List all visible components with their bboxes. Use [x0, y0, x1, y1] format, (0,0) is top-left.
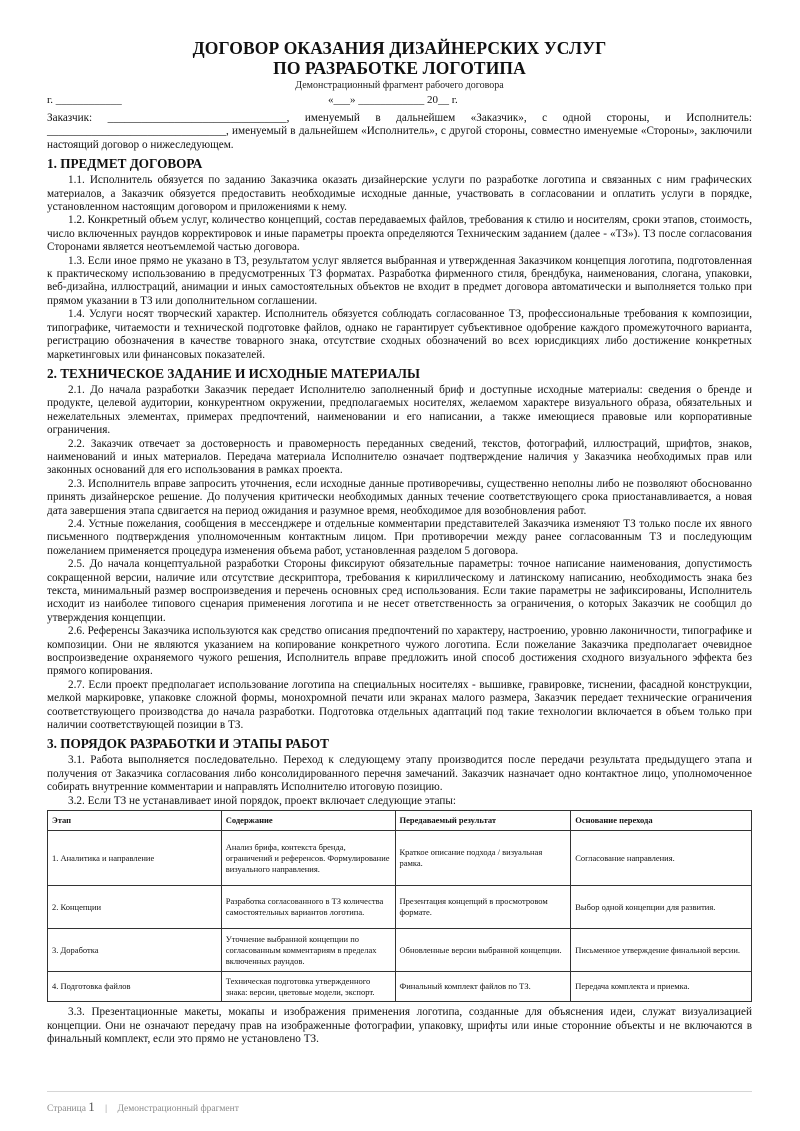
footer-note: Демонстрационный фрагмент: [117, 1104, 239, 1114]
document-subtitle: Демонстрационный фрагмент рабочего договора: [295, 80, 504, 91]
table-cell: Анализ брифа, контекста бренда, ограничений и референсов. Формулирование визуального направления.: [221, 831, 395, 886]
clause-1-2: 1.2. Конкретный объем услуг, количество концепций, состав передаваемых файлов, требования к стилю и носителям, сроки этапов, стоимость, число включенных раундов корректировок и иные параметры проекта определяются Техническим заданием (далее - «ТЗ»). ТЗ после согласования Сторонами является неотъемлемой частью договора.: [47, 214, 752, 254]
document-title: [47, 38, 752, 78]
page-footer: [47, 1091, 752, 1116]
table-row: [48, 886, 752, 929]
table-cell: Согласование направления.: [571, 831, 752, 886]
table-cell: 2. Концепции: [48, 886, 222, 929]
table-cell: Краткое описание подхода / визуальная рамка.: [395, 831, 571, 886]
stages-table: [47, 810, 752, 1002]
section-3-heading: 3. ПОРЯДОК РАЗРАБОТКИ И ЭТАПЫ РАБОТ: [47, 736, 329, 752]
document-body: [47, 38, 752, 1046]
table-cell: 1. Аналитика и направление: [48, 831, 222, 886]
footer-separator: |: [105, 1104, 108, 1114]
table-cell: Финальный комплект файлов по ТЗ.: [395, 972, 571, 1002]
section-1-heading: 1. ПРЕДМЕТ ДОГОВОРА: [47, 156, 203, 172]
clause-2-2: 2.2. Заказчик отвечает за достоверность и правомерность переданных сведений, текстов, фотографий, иллюстраций, шрифтов, знаков, наименований и иных материалов. Передача материала Исполнителю означает подтверждение наличия у Заказчика необходимых прав или законных оснований для его использования в рамках проекта.: [47, 437, 752, 477]
parties-paragraph: Заказчик: ________________________________, именуемый в дальнейшем «Заказчик», с одной стороны, и Исполнитель: ________________________________, именуемый в дальнейшем «Исполнитель», с другой стороны, совместно именуемые «Стороны», заключили настоящий договор о нижеследующем.: [47, 112, 752, 151]
table-cell: Выбор одной концепции для развития.: [571, 886, 752, 929]
section-2-heading: 2. ТЕХНИЧЕСКОЕ ЗАДАНИЕ И ИСХОДНЫЕ МАТЕРИАЛЫ: [47, 365, 420, 381]
table-row: [48, 831, 752, 886]
clause-1-1: 1.1. Исполнитель обязуется по заданию Заказчика оказать дизайнерские услуги по разработке логотипа и связанных с ним графических материалов, а Заказчик обязуется предоставить необходимые исходные данные, участвовать в согласовании и оплатить услуги в порядке, установленном настоящим договором и приложениями к нему.: [47, 174, 752, 214]
clause-2-7: 2.7. Если проект предполагает использование логотипа на специальных носителях - вышивке, гравировке, тиснении, фасадной конструкции, мелкой маркировке, упаковке сложной формы, монохромной печати или экранах малого размера, Заказчик передает технические ограничения соответствующего производства до начала разработки. Подготовка отдельных адаптаций под такие технологии включается в объем только при наличии соответствующей позиции в ТЗ.: [47, 678, 752, 732]
table-cell: Техническая подготовка утвержденного знака: версии, цветовые модели, экспорт.: [221, 972, 395, 1002]
clause-2-6: 2.6. Референсы Заказчика используются как средство описания предпочтений по характеру, настроению, уровню лаконичности, типографике и композиции. Они не являются указанием на копирование конкретного чужого логотипа. Если пожелание Заказчика предполагает очевидное воспроизведение охраняемого чужого решения, Исполнитель вправе предложить иной способ достижения сходного визуального эффекта без прямого копирования.: [47, 625, 752, 678]
table-cell: Передача комплекта и приемка.: [571, 972, 752, 1002]
clause-1-4: 1.4. Услуги носят творческий характер. Исполнитель обязуется соблюдать согласованное ТЗ, профессиональные требования к композиции, типографике, читаемости и технической подготовке файлов, однако не гарантирует субъективное одобрение каждого промежуточного варианта, регистрацию обозначения в качестве товарного знака, отсутствие сходных обозначений во всех юрисдикциях либо достижение конкретных маркетинговых или финансовых показателей.: [47, 308, 752, 361]
city-field: г. ____________: [47, 94, 122, 106]
table-cell: Уточнение выбранной концепции по согласованным комментариям в пределах включенных раундов.: [221, 929, 395, 972]
table-cell: 3. Доработка: [48, 929, 222, 972]
table-cell: 4. Подготовка файлов: [48, 972, 222, 1002]
page-label: Страница: [47, 1104, 86, 1114]
table-row: [48, 972, 752, 1002]
page-number: 1: [88, 1099, 95, 1114]
clause-2-4: 2.4. Устные пожелания, сообщения в мессенджере и отдельные комментарии представителей Заказчика изменяют ТЗ только после их явного письменного подтверждения уполномоченным контактным лицом. При противоречии между ранее согласованным ТЗ и последующим пожеланием применяется процедура изменения объема работ, установленная разделом 5 договора.: [47, 517, 752, 557]
clause-2-5: 2.5. До начала концептуальной разработки Стороны фиксируют обязательные параметры: точное написание наименования, допустимость сокращенной версии, наличие или отсутствие дескриптора, требования к кириллическому и латинскому написанию, необходимость знака без текста, минимальный размер воспроизведения и перечень основных сред использования. Если такие параметры не зафиксированы, Исполнитель исходит из наиболее типового сценария применения логотипа и не несет ответственность за ограничения, о которых Заказчик не сообщил до утверждения концепции.: [47, 558, 752, 624]
city-date-line: [47, 93, 752, 107]
title-line-1: ДОГОВОР ОКАЗАНИЯ ДИЗАЙНЕРСКИХ УСЛУГ: [192, 38, 607, 58]
title-line-2: ПО РАЗРАБОТКЕ ЛОГОТИПА: [273, 58, 526, 78]
clause-2-3: 2.3. Исполнитель вправе запросить уточнения, если исходные данные противоречивы, существенно неполны либо не позволяют обоснованно принять дизайнерское решение. До получения критически необходимых данных течение соответствующего срока приостанавливается, а новая дата завершения этапа сдвигается на период ожидания и разумное время, необходимое для возобновления работ.: [47, 477, 752, 517]
table-header-cell: Передаваемый результат: [395, 811, 571, 831]
table-header-cell: Этап: [48, 811, 222, 831]
clause-3-3: 3.3. Презентационные макеты, мокапы и изображения применения логотипа, созданные для объяснения идеи, служат визуализацией концепции. Они не означают передачу прав на изображенные фотографии, упаковку, шрифты или иные сторонние объекты и не включаются в финальный комплект, если это прямо не установлено ТЗ.: [47, 1006, 752, 1045]
table-header-cell: Содержание: [221, 811, 395, 831]
table-row: [48, 929, 752, 972]
clause-2-1: 2.1. До начала разработки Заказчик передает Исполнителю заполненный бриф и доступные исходные материалы: сведения о бренде и продукте, целевой аудитории, конкурентном окружении, предполагаемых носителях, желаемом характере визуального образа, обязательных и нежелательных элементах, примерах предпочтений, наименовании и его написании, а также имеющиеся правовые или корпоративные ограничения.: [47, 383, 752, 437]
clause-3-2: 3.2. Если ТЗ не устанавливает иной порядок, проект включает следующие этапы:: [68, 794, 457, 807]
date-field: «___» ____________ 20__ г.: [328, 94, 458, 106]
table-header-cell: Основание перехода: [571, 811, 752, 831]
table-cell: Обновленные версии выбранной концепции.: [395, 929, 571, 972]
table-cell: Презентация концепций в просмотровом формате.: [395, 886, 571, 929]
table-cell: Разработка согласованного в ТЗ количества самостоятельных вариантов логотипа.: [221, 886, 395, 929]
table-cell: Письменное утверждение финальной версии.: [571, 929, 752, 972]
table-header-row: [48, 811, 752, 831]
clause-3-1: 3.1. Работа выполняется последовательно. Переход к следующему этапу производится после передачи результата предыдущего этапа и получения от Заказчика согласования либо консолидированного перечня замечаний. Заказчик назначает одно контактное лицо, уполномоченное собирать внутренние комментарии и направлять Исполнителю итоговую позицию.: [47, 754, 752, 794]
clause-1-3: 1.3. Если иное прямо не указано в ТЗ, результатом услуг является выбранная и утвержденная Заказчиком концепция логотипа, подготовленная к практическому использованию в предусмотренных ТЗ форматах. Разработка фирменного стиля, брендбука, наименования, слогана, упаковки, веб-дизайна, иллюстраций, анимации и иных самостоятельных объектов не входит в предмет договора автоматически и выполняется только при прямом указании в ТЗ или дополнительном соглашении.: [47, 254, 752, 307]
